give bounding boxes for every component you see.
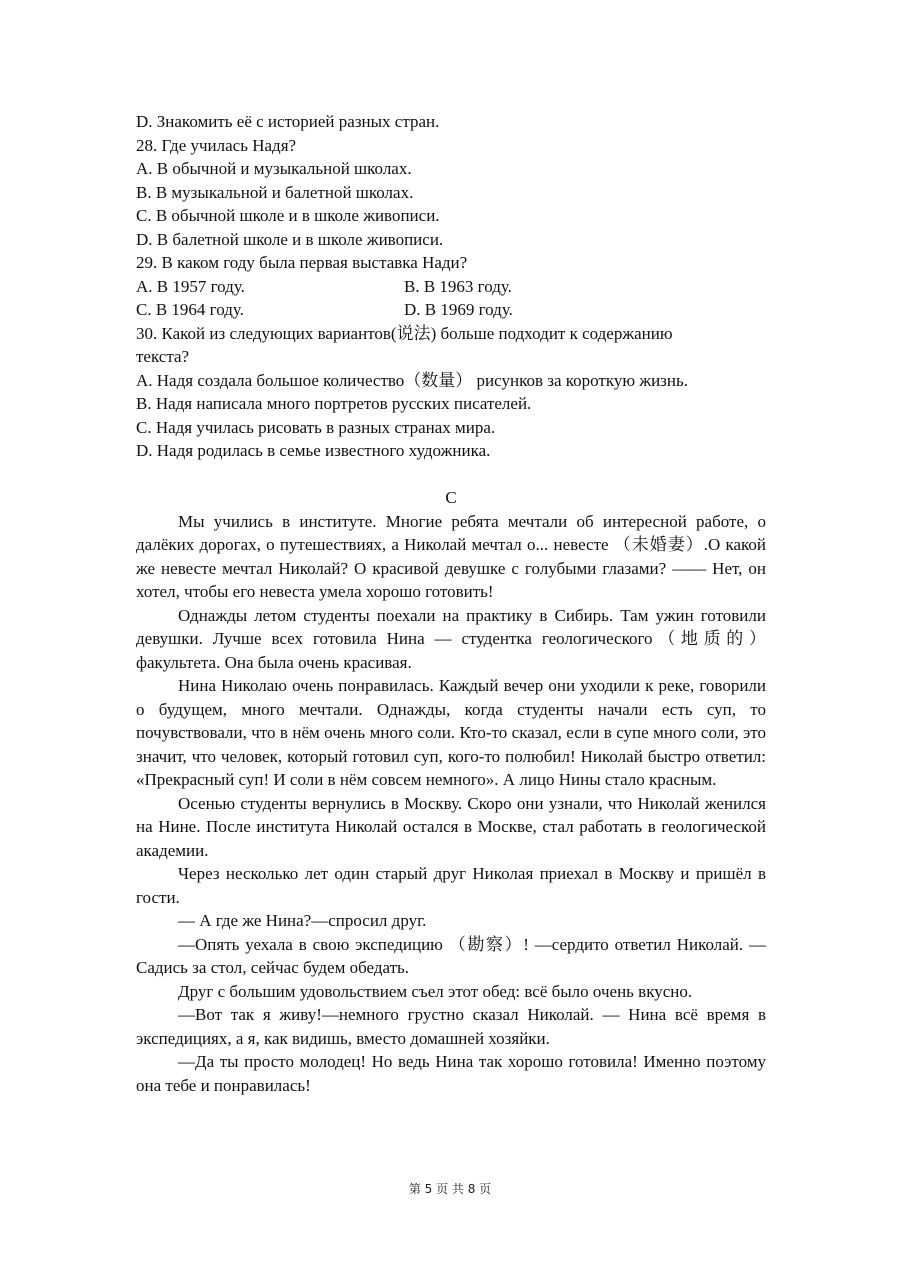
q28-option-c: C. В обычной школе и в школе живописи. — [136, 206, 440, 225]
dialogue-line-3: —Вот так я живу!—немного грустно сказал Николай. — Нина всё время в экспедициях, а я, как видишь, вместо домашней хозяйки. — [136, 1005, 766, 1048]
q27-option-d: D. Знакомить её с историей разных стран. — [136, 112, 440, 131]
q29-option-c: C. В 1964 году. — [136, 300, 244, 319]
paragraph-1: Мы учились в институте. Многие ребята мечтали об интересной работе, о далёких дорогах, о путешествиях, а Николай мечтал о... невесте （未婚妻）.О какой же невесте мечтал Николай? О красивой девушке с голубыми глазами? —— Нет, он хотел, чтобы его невеста умела хорошо готовить! — [136, 511, 766, 601]
q30-question-line1: 30. Какой из следующих вариантов(说法) больше подходит к содержанию — [136, 323, 673, 343]
q29-option-b: B. В 1963 году. — [404, 276, 512, 296]
q28-option-b: B. В музыкальной и балетной школах. — [136, 182, 414, 202]
section-title: C — [445, 488, 457, 507]
q28-option-a: A. В обычной и музыкальной школах. — [136, 159, 412, 178]
q30-question-line2: текста? — [136, 347, 190, 366]
paragraph-4: Осенью студенты вернулись в Москву. Скоро они узнали, что Николай женился на Нине. После института Николай остался в Москве, стал работать в геологической академии. — [136, 793, 766, 860]
questions-block — [136, 110, 766, 463]
q29-question: 29. В каком году была первая выставка Нади? — [136, 253, 468, 272]
q29-options-row-2 — [136, 298, 766, 322]
q30-option-a: A. Надя создала большое количество（数量） рисунков за короткую жизнь. — [136, 370, 688, 390]
dialogue-line-2: —Опять уехала в свою экспедицию （勘察）! —сердито ответил Николай. — Садись за стол, сейчас будем обедать. — [136, 934, 766, 977]
q28-option-d: D. В балетной школе и в школе живописи. — [136, 229, 444, 249]
reading-section-c — [136, 486, 766, 1097]
dialogue-line-4: —Да ты просто молодец! Но ведь Нина так хорошо готовила! Именно поэтому она тебе и понравилась! — [136, 1052, 766, 1095]
page-footer: 第 5 页 共 8 页 — [408, 1182, 492, 1196]
q28-question: 28. Где училась Надя? — [136, 135, 297, 155]
paragraph-8: Друг с большим удовольствием съел этот обед: всё было очень вкусно. — [178, 981, 693, 1001]
q29-options-row-1 — [136, 275, 766, 299]
paragraph-3: Нина Николаю очень понравилась. Каждый вечер они уходили к реке, говорили о будущем, много мечтали. Однажды, когда студенты начали есть суп, то почувствовали, что в нём очень много соли. Кто-то сказал, если в супе много соли, это значит, что человек, который готовил суп, кого-то полюбил! Николай быстро ответил: «Прекрасный суп! И соли в нём совсем немного». А лицо Нины стало красным. — [136, 676, 766, 789]
paragraph-2: Однажды летом студенты поехали на практику в Сибирь. Там ужин готовили девушки. Лучше всех готовила Нина — студентка геологического（地质的）факультета. Она была очень красивая. — [136, 605, 766, 672]
q29-option-a: A. В 1957 году. — [136, 276, 245, 296]
q29-option-d: D. В 1969 году. — [404, 300, 513, 319]
q30-option-d: D. Надя родилась в семье известного художника. — [136, 441, 491, 460]
paragraph-5: Через несколько лет один старый друг Николая приехал в Москву и пришёл в гости. — [136, 864, 766, 907]
q30-option-c: C. Надя училась рисовать в разных странах мира. — [136, 417, 496, 437]
q30-option-b: B. Надя написала много портретов русских писателей. — [136, 394, 532, 413]
dialogue-line-1: — А где же Нина?—спросил друг. — [178, 911, 427, 930]
